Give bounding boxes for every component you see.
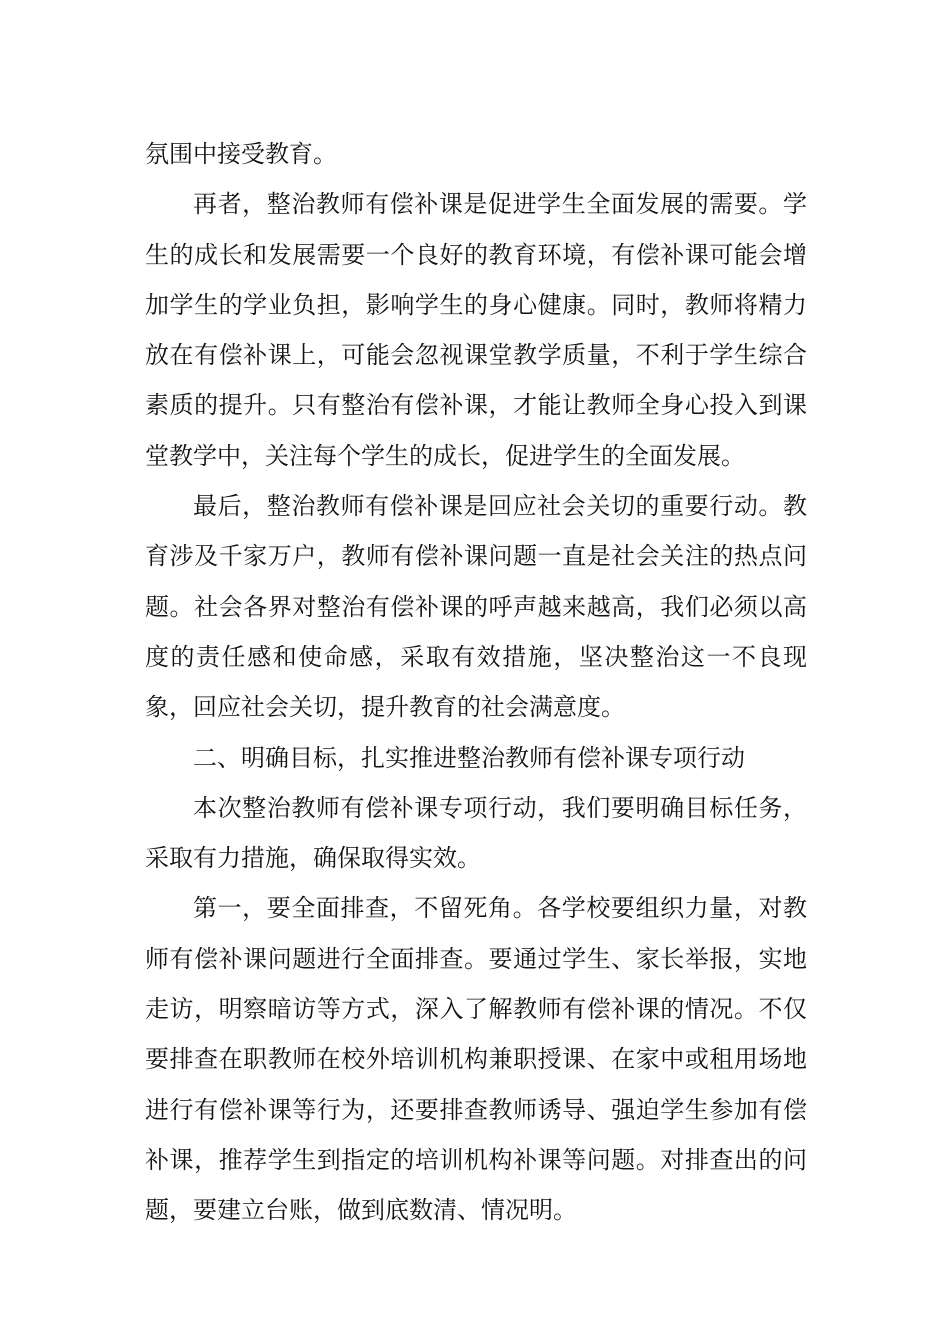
paragraph-furthermore: 再者，整治教师有偿补课是促进学生全面发展的需要。学生的成长和发展需要一个良好的教育环境，有偿补课可能会增加学生的学业负担，影响学生的身心健康。同时，教师将精力放在有偿补课上，可能会忽视课堂教学质量，不利于学生综合素质的提升。只有整治有偿补课，才能让教师全身心投入到课堂教学中，关注每个学生的成长，促进学生的全面发展。 — [145, 190, 807, 470]
paragraph-first-point: 第一，要全面排查，不留死角。各学校要组织力量，对教师有偿补课问题进行全面排查。要通过学生、家长举报，实地走访，明察暗访等方式，深入了解教师有偿补课的情况。不仅要排查在职教师在校外培训机构兼职授课、在家中或租用场地进行有偿补课等行为，还要排查教师诱导、强迫学生参加有偿补课，推荐学生到指定的培训机构补课等问题。对排查出的问题，要建立台账，做到底数清、情况明。 — [145, 894, 807, 1225]
paragraph-continuation: 氛围中接受教育。 — [145, 140, 337, 168]
section-heading-2: 二、明确目标，扎实推进整治教师有偿补课专项行动 — [193, 743, 745, 772]
paragraph-finally: 最后，整治教师有偿补课是回应社会关切的重要行动。教育涉及千家万户，教师有偿补课问题一直是社会关注的热点问题。社会各界对整治有偿补课的呼声越来越高，我们必须以高度的责任感和使命感，采取有效措施，坚决整治这一不良现象，回应社会关切，提升教育的社会满意度。 — [145, 492, 807, 722]
paragraph-intro: 本次整治教师有偿补课专项行动，我们要明确目标任务，采取有力措施，确保取得实效。 — [145, 793, 807, 873]
document-body — [145, 129, 807, 1236]
